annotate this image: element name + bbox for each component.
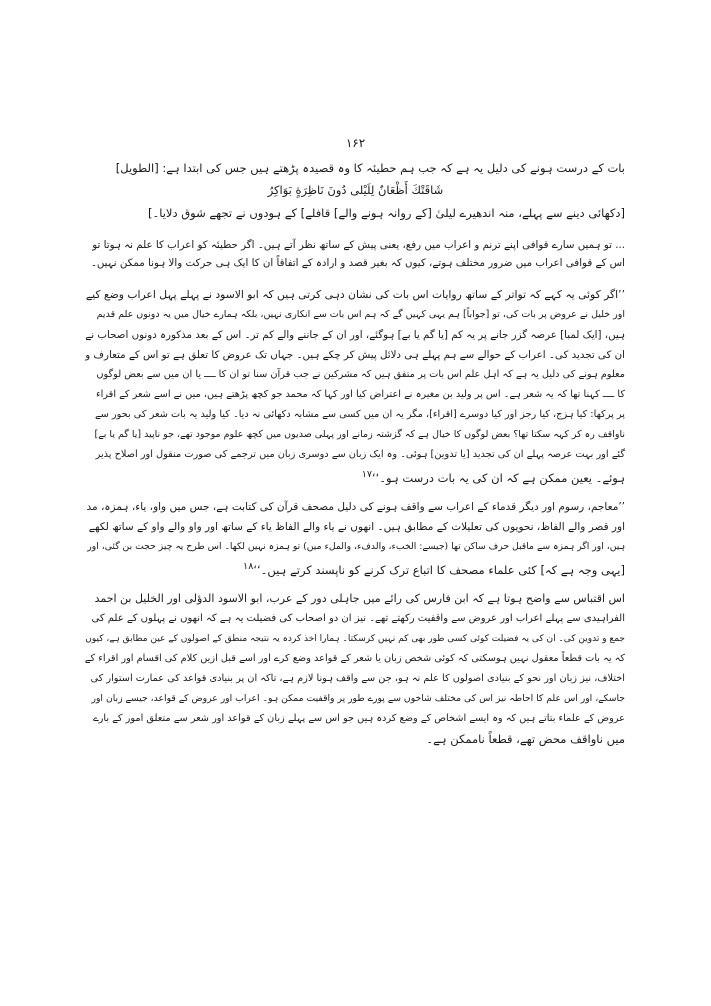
- para2-line: کا ــــ کہنا تھا کہ یہ شعر ہے۔ اس پر ولید بن مغیرہ نے اعتراض کیا اور کہا کہ محمد جو کچھ پڑھتے ہیں، میں نے اسے شعر کے اقراء: [95, 389, 625, 400]
- para1-line: ... تو ہمیں سارے قوافی اپنے ترنم و اعراب میں رفع، یعنی پیش کے ساتھ نظر آتے ہیں۔ اگر حطیئہ کو اعراب کا علم نہ ہوتا تو: [92, 239, 625, 251]
- para2-line: گئے اور بہت عرصہ پہلے ان کی تجدید [یا تدوین] ہوئی۔ وہ ایک زبان سے دوسری زبان میں ترجمے کی صورت منقول اور اصلاح پذیر: [95, 449, 625, 460]
- para4-line: اس اقتباس سے واضح ہوتا ہے کہ ابن فارس کی رائے میں جاہلی دور کے عرب، ابو الاسود الدؤلی اور الخلیل بن احمد: [94, 592, 625, 605]
- para2-line: ان کی تجدید کی۔ اعراب کے حوالے سے ہم پہلے ہی دلائل پیش کر چکے ہیں۔ جہاں تک عروض کا تعلق ہے تو اس کے متعارف و: [85, 349, 625, 361]
- para2-line: ہیں، [ایک لمبا] عرصہ گزر جانے پر یہ کم [یا گم یا بے] ہوگئے، اور ان کے جاننے والے کم تر۔ اس کے بعد مذکورہ دونوں اصحاب نے: [85, 329, 625, 341]
- para2-last: ہوئے۔ یعین ممکن ہے کہ ان کی یہ بات درست ہو۔‘‘: [372, 470, 625, 485]
- para3-line: [243, 559, 625, 578]
- footnote-ref: ۱۷: [361, 469, 372, 480]
- para2-line: ’’اگر کوئی یہ کہے کہ تواتر کے ساتھ روایات اس بات کی نشان دہی کرتی ہیں کہ ابو الاسود نے پہلے پہل اعراب وضع کیے: [85, 288, 625, 301]
- para4-line: جاسکے، اور اس علم کا احاطہ نیز اس کی مختلف شاخوں سے پورے طور پر واقفیت ممکن ہو۔ اعراب اور عروض کے قواعد، جیسے زبان اور: [91, 693, 625, 704]
- footnote-ref: ۱۸: [243, 561, 254, 572]
- page-number: ۱۶۲: [345, 136, 366, 150]
- para2-line: اور خلیل نے عروض پر بات کی، تو [جواباً] ہم یہی کہیں گے کہ ہم اس بات سے انکاری نہیں، بلکہ ہمارے خیال میں یہ دونوں علم قدیم: [96, 309, 625, 320]
- para3-line: اور قصر والے الفاظ، نحویوں کی تعلیلات کے مطابق ہیں۔ انھوں نے یاء والے الفاظ یاء کے ساتھ اور واو والے واو کے ساتھ لکھے: [88, 521, 625, 533]
- para3-line: ہیں، اور اگر ہمزہ سے ماقبل حرف ساکن تھا (جیسے: الخبء، والدفء، والملء میں) تو ہمزہ نہیں لکھا۔ اس طرح یہ چیز حجت بن گئی، اور: [87, 541, 625, 552]
- para3-line: ’’معاجم، رسوم اور دیگر قدماء کے اعراب سے واقف ہونے کی دلیل مصحف قرآن کی کتابت ہے، جس میں واو، یاء، ہمزہ، مد: [86, 501, 625, 513]
- para3-last: [یہی وجہ ہے کہ] کئی علماء مصحف کا اتباع ترک کرنے کو ناپسند کرتے ہیں۔‘‘: [253, 562, 625, 577]
- para4-line: جمع و تدوین کی۔ ان کی یہ فضیلت کوئی کسی طور بھی کم نہیں کرسکتا۔ ہمارا اخذ کردہ یہ نتیجہ منطق کے اصولوں کے عین مطابق ہے، کیوں: [85, 634, 625, 644]
- verse-line: شَاقَتْكَ أَظْعَانٌ لِلَيْلى دُونَ نَاظِرَةٍ بَوَاكِرُ: [267, 183, 444, 197]
- para2-line: معلوم ہونے کی دلیل یہ ہے کہ اہل علم اس بات پر متفق ہیں کہ مشرکین نے جب قرآن سنا تو ان کا ــــ یا ان میں سے بعض لوگوں: [96, 369, 625, 380]
- para2-line: [362, 467, 625, 486]
- para4-line: عروض کے علماء بتاتے ہیں کہ وہ ایسے اشخاص کے وضع کردہ ہیں جو اس سے پہلے زبان کے قواعد اور شعر سے متعلق امور کے بارے: [92, 713, 625, 724]
- para1-line: اس کے قوافی اعراب میں ضرور مختلف ہوتے، کیوں کہ بغیر قصد و ارادہ کے اتفاقاً ان کا ایک ہی حرکت والا ہونا ممکن نہیں۔: [90, 257, 625, 269]
- para4-line: الفراہیدی سے پہلے اعراب اور عروض سے واقفیت رکھتے تھے۔ نیز ان دو اصحاب کی فضیلت یہ ہے کہ انھوں نے پہلوں کے علم کی: [91, 613, 625, 624]
- para2-line: پر پرکھا: کیا ہزج، کیا رجز اور کیا دوسرے [اقراء]، مگر یہ ان میں کسی سے مشابہ دکھائی نہ دیا۔ کیا ولید یہ بات شعر کی بحور سے: [94, 409, 625, 420]
- para4-line: اختلاف، نیز زبان اور نحو کے بنیادی اصولوں کا علم نہ ہو، جن سے واقف ہونا لازم ہے، تاکہ ان پر بنیادی قواعد کی عمارت استوار کی: [90, 673, 625, 684]
- para4-line: کہ یہ بات قطعاً معقول نہیں ہوسکتی کہ کوئی شخص زبان یا شعر کے قواعد وضع کرے اور اسے قبل ازیں کلام کی اقسام اور اقراء کے: [84, 653, 625, 664]
- para2-line: ناواقف رہ کر کہہ سکتا تھا؟ بعض لوگوں کا خیال ہے کہ گزشتہ زمانے اور پہلی صدیوں میں کچھ علوم موجود تھے، جو ناپید [یا گم یا بے]: [94, 429, 625, 440]
- verse-translation: [دکھائی دینے سے پہلے، منہ اندھیرے لیلیٰ [کے روانہ ہونے والے] قافلے] کے ہودوں نے تجھے شوق دلایا۔]: [148, 206, 625, 220]
- para4-line: میں ناواقف محض تھے، قطعاً ناممکن ہے۔: [426, 732, 625, 746]
- intro-line: بات کے درست ہونے کی دلیل یہ ہے کہ جب ہم حطیئہ کا وہ قصیدہ پڑھتے ہیں جس کی ابتدا ہے: [الطویل]: [115, 161, 625, 175]
